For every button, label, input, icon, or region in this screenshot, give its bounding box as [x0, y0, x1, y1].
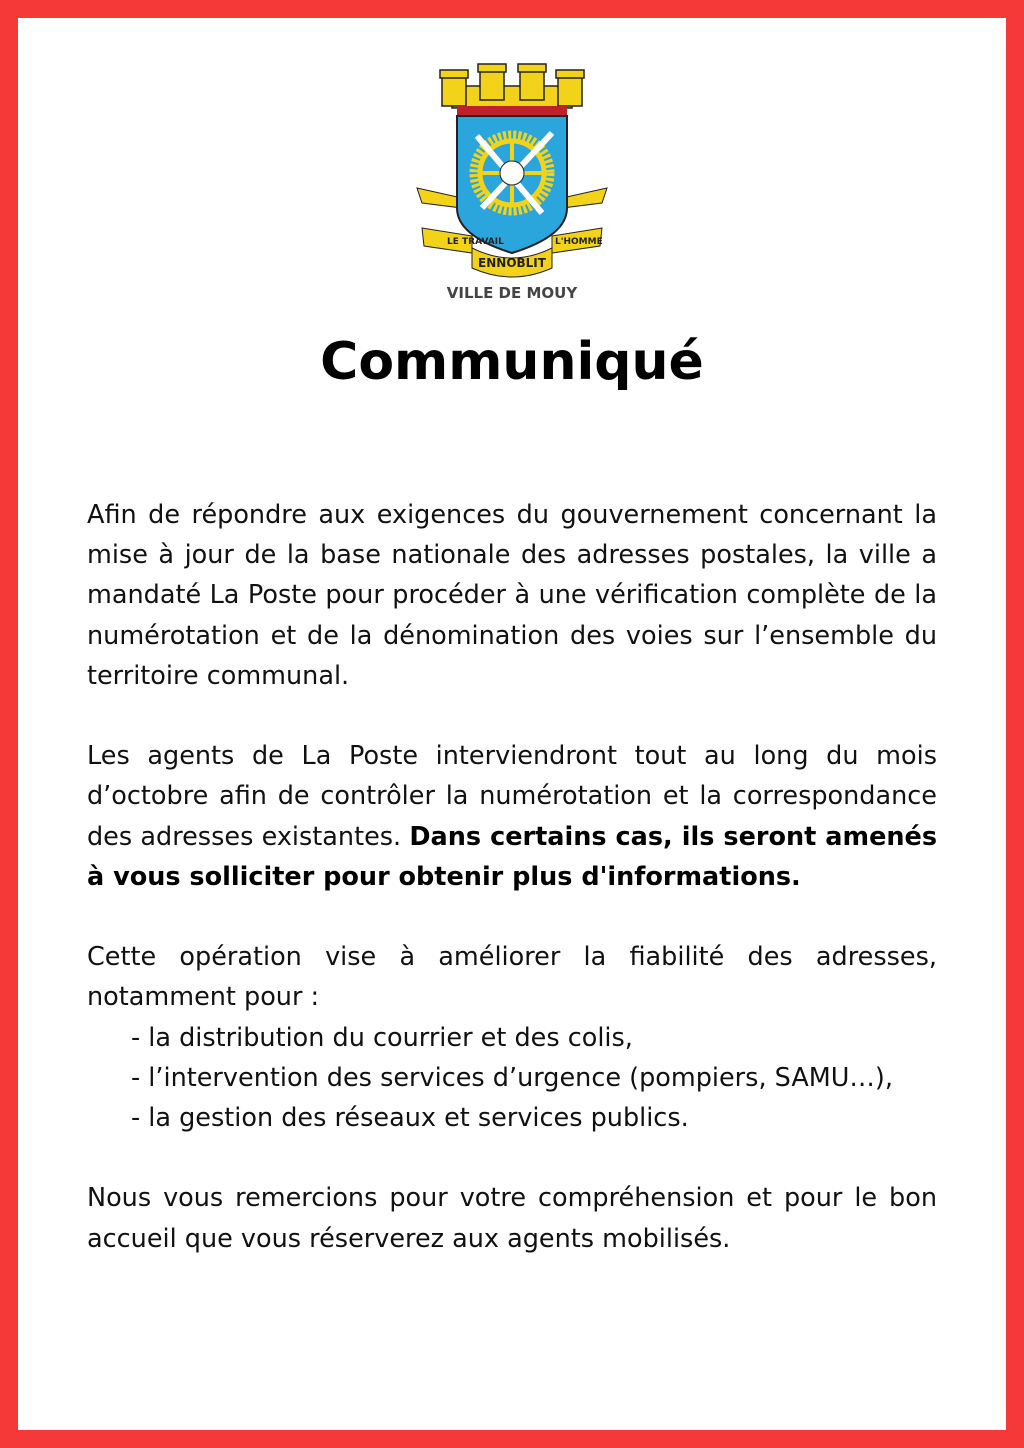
benefits-list — [87, 1018, 937, 1139]
list-item: - la gestion des réseaux et services publics. — [131, 1103, 689, 1134]
logo-town-name: VILLE DE MOUY — [446, 284, 578, 302]
page-title: Communiqué — [320, 332, 704, 392]
communique-body — [87, 495, 937, 1299]
paragraph-agents — [87, 736, 937, 897]
paragraph-agents-bold: Dans certains cas, ils seront amenés à vous solliciter pour obtenir plus d'informations. — [87, 821, 938, 892]
logo-motto-right: L'HOMME — [555, 237, 603, 247]
logo-motto-left: LE TRAVAIL — [447, 237, 504, 247]
paragraph-operation: Cette opération vise à améliorer la fiabilité des adresses, notamment pour : — [87, 942, 937, 1013]
paragraph-agents-text: Les agents de La Poste interviendront tout au long du mois d’octobre afin de contrôler la numérotation et la correspondance des adresses existantes. — [87, 741, 937, 852]
logo-motto-center: ENNOBLIT — [478, 256, 546, 270]
paragraph-intro: Afin de répondre aux exigences du gouvernement concernant la mise à jour de la base nationale des adresses postales, la ville a mandaté La Poste pour procéder à une vérification complète de la numérotation et de la dénomination des voies sur l’ensemble du territoire communal. — [87, 500, 937, 691]
list-item: - la distribution du courrier et des colis, — [131, 1022, 633, 1053]
coat-of-arms-logo — [412, 58, 612, 308]
paragraph-thanks: Nous vous remercions pour votre compréhension et pour le bon accueil que vous réserverez aux agents mobilisés. — [87, 1183, 937, 1254]
list-item: - l’intervention des services d’urgence (pompiers, SAMU…), — [131, 1062, 893, 1093]
